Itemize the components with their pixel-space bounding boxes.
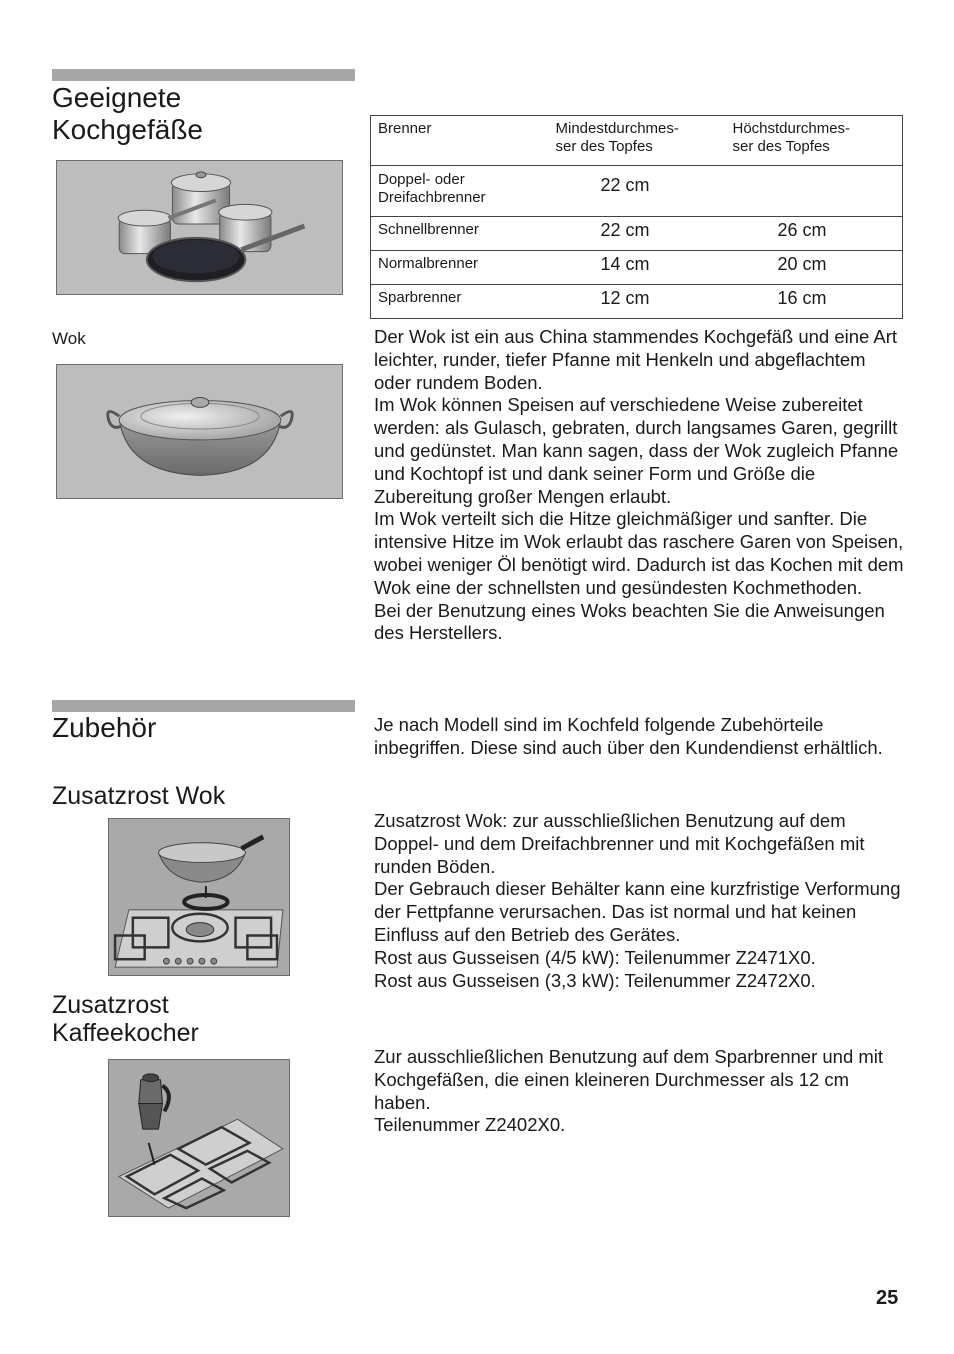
table-cell-max: 20 cm bbox=[726, 251, 903, 285]
coffee-rack-title bbox=[52, 991, 199, 1047]
wok-illustration bbox=[57, 365, 342, 498]
table-cell-max: 16 cm bbox=[726, 285, 903, 319]
paragraph: Rost aus Gusseisen (3,3 kW): Teilenummer Z2472X0. bbox=[374, 969, 816, 991]
table-header-row bbox=[371, 116, 903, 166]
table-row bbox=[371, 217, 903, 251]
coffee-rack-illustration bbox=[109, 1060, 289, 1216]
table-row bbox=[371, 285, 903, 319]
paragraph: Der Gebrauch dieser Behälter kann eine kurzfristige Verformung der Fettpfanne verursachen. Das ist normal und hat keinen Einfluss auf den Betrieb des Gerätes. bbox=[374, 878, 901, 945]
paragraph: Der Wok ist ein aus China stammendes Kochgefäß und eine Art leichter, runder, tiefer Pfanne mit Henkeln und abgeflachtem oder rundem Boden. bbox=[374, 326, 898, 393]
wok-rack-description bbox=[374, 810, 904, 992]
cookware-image bbox=[56, 160, 343, 295]
table-cell-max: 26 cm bbox=[726, 217, 903, 251]
paragraph: Zusatzrost Wok: zur ausschließlichen Benutzung auf dem Doppel- und dem Dreifachbrenner und mit Kochgefäßen mit runden Böden. bbox=[374, 810, 865, 877]
wok-description bbox=[374, 326, 904, 645]
cookware-illustration bbox=[57, 161, 342, 294]
table-cell-max bbox=[726, 166, 903, 217]
table-cell-burner: Doppel- oder Dreifachbrenner bbox=[371, 166, 549, 217]
paragraph: Teilenummer Z2402X0. bbox=[374, 1114, 566, 1136]
wok-rack-image bbox=[108, 818, 290, 976]
wok-rack-illustration bbox=[109, 819, 289, 975]
title-line: Zusatzrost bbox=[52, 991, 169, 1019]
table-row bbox=[371, 251, 903, 285]
paragraph: Rost aus Gusseisen (4/5 kW): Teilenummer Z2471X0. bbox=[374, 946, 816, 968]
table-cell-min: 22 cm bbox=[549, 217, 726, 251]
section-divider-bar bbox=[52, 700, 355, 712]
title-line: Kochgefäße bbox=[52, 114, 203, 145]
section-title-cookware bbox=[52, 82, 203, 146]
table-header-cell: Brenner bbox=[378, 120, 432, 137]
wok-image bbox=[56, 364, 343, 499]
paragraph: Bei der Benutzung eines Woks beachten Sie die Anweisungen des Herstellers. bbox=[374, 599, 885, 644]
coffee-rack-description bbox=[374, 1046, 904, 1137]
coffee-rack-image bbox=[108, 1059, 290, 1217]
table-cell-min: 22 cm bbox=[549, 166, 726, 217]
table-cell-min: 14 cm bbox=[549, 251, 726, 285]
title-line: Geeignete bbox=[52, 82, 182, 113]
section-divider-bar bbox=[52, 69, 355, 81]
table-cell-burner: Schnellbrenner bbox=[371, 217, 549, 251]
table-cell-burner: Sparbrenner bbox=[371, 285, 549, 319]
page-number: 25 bbox=[876, 1287, 899, 1309]
table-row bbox=[371, 166, 903, 217]
paragraph: Im Wok können Speisen auf verschiedene Weise zubereitet werden: als Gulasch, gebraten, durch langsames Garen, gegrillt und gedünstet. Man kann sagen, dass der Wok zugleich Pfanne und Kochtopf ist und dank seiner Form und Größe die Zubereitung großer Mengen erlaubt. bbox=[374, 394, 899, 507]
wok-rack-title: Zusatzrost Wok bbox=[52, 782, 226, 810]
table-header-cell: Höchstdurchmes- ser des Topfes bbox=[732, 120, 851, 155]
table-header-cell: Mindestdurchmes- ser des Topfes bbox=[555, 120, 679, 155]
paragraph: Zur ausschließlichen Benutzung auf dem Sparbrenner und mit Kochgefäßen, die einen kleineren Durchmesser als 12 cm haben. bbox=[374, 1046, 884, 1113]
burner-diameter-table bbox=[370, 115, 903, 319]
accessories-intro bbox=[374, 714, 904, 760]
table-cell-min: 12 cm bbox=[549, 285, 726, 319]
paragraph: Je nach Modell sind im Kochfeld folgende Zubehörteile inbegriffen. Diese sind auch über den Kundendienst erhältlich. bbox=[374, 714, 883, 758]
table-cell-burner: Normalbrenner bbox=[371, 251, 549, 285]
section-title-accessories: Zubehör bbox=[52, 712, 157, 743]
paragraph: Im Wok verteilt sich die Hitze gleichmäßiger und sanfter. Die intensive Hitze im Wok erlaubt das raschere Garen von Speisen, wobei weniger Öl benötigt wird. Dadurch ist das Kochen mit dem Wok eine der schnellsten und gesündesten Kochmethoden. bbox=[374, 508, 904, 598]
title-line: Kaffeekocher bbox=[52, 1019, 199, 1047]
wok-label: Wok bbox=[52, 329, 86, 348]
